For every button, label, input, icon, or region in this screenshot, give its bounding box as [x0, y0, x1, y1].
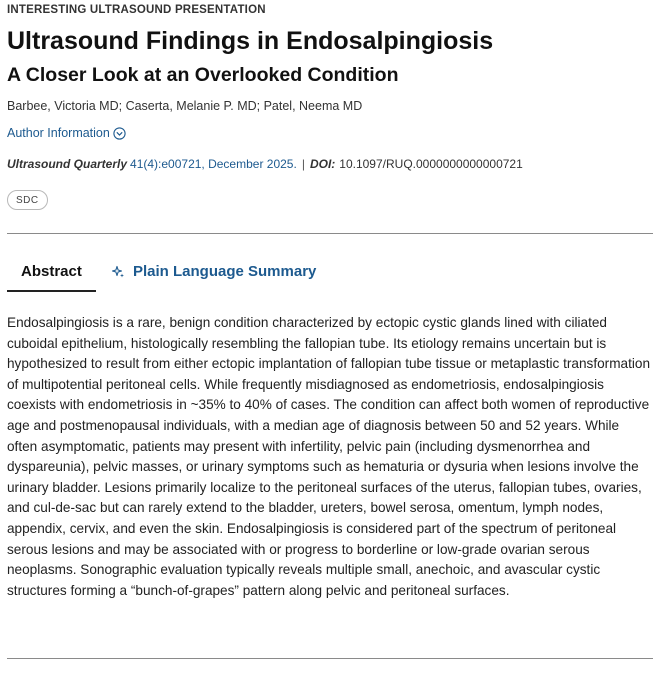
author-list: Barbee, Victoria MD; Caserta, Melanie P. MD; Patel, Neema MD: [7, 99, 363, 113]
doi-value: 10.1097/RUQ.0000000000000721: [339, 157, 523, 171]
tab-abstract[interactable]: [7, 259, 96, 292]
sparkle-icon: [111, 265, 125, 279]
sdc-badge[interactable]: SDC: [7, 190, 48, 210]
article-type-label: INTERESTING ULTRASOUND PRESENTATION: [7, 4, 266, 16]
author-information-toggle[interactable]: [7, 126, 126, 140]
article-tabs: [7, 259, 653, 291]
doi-label: DOI:: [309, 157, 336, 171]
volume-issue-link[interactable]: 41(4):e00721, December 2025.: [130, 157, 297, 171]
top-divider: [7, 233, 653, 234]
chevron-down-circle-icon: [113, 127, 126, 140]
abstract-body: Endosalpingiosis is a rare, benign condition characterized by ectopic cystic glands lined with ciliated cuboidal epithelium, histologically resembling the fallopian tube. Its etiology remains uncertain but is hypothesized to result from either ectopic implantation of fallopian tube tissue or metaplastic transformation of multipotential peritoneal cells. While frequently misdiagnosed as endometriosis, endosalpingiosis coexists with endometriosis in ~35% to 40% of cases. The condition can affect both women of reproductive age and postmenopausal individuals, with a median age of diagnosis between 50 and 52 years. While often asymptomatic, patients may present with infertility, pelvic pain (including dysmenorrhea and dyspareunia), pelvic masses, or urinary symptoms such as hematuria or dysuria when lesions involve the urinary bladder. Lesions primarily localize to the peritoneal surfaces of the uterus, fallopian tubes, ovaries, and cul-de-sac but can rarely extend to the bladder, ureters, bowel serosa, omentum, lymph nodes, appendix, cervix, and even the skin. Endosalpingiosis is considered part of the spectrum of peritoneal serous lesions and may be associated with or progress to borderline or low-grade ovarian serous neoplasms. Sonographic evaluation typically reveals multiple small, anechoic, and avascular cystic structures forming a “bunch-of-grapes” pattern along pelvic and peritoneal surfaces.: [7, 315, 651, 598]
tab-plain-language-summary-label: Plain Language Summary: [133, 263, 317, 280]
author-information-label: Author Information: [7, 126, 110, 140]
citation-separator: |: [301, 157, 305, 171]
tab-abstract-label: Abstract: [21, 263, 82, 280]
article-subtitle: A Closer Look at an Overlooked Condition: [7, 64, 399, 86]
tab-plain-language-summary[interactable]: [111, 259, 316, 290]
citation-line: [7, 157, 523, 171]
journal-name: Ultrasound Quarterly: [7, 157, 128, 171]
bottom-divider: [7, 658, 653, 659]
article-title: Ultrasound Findings in Endosalpingiosis: [7, 27, 494, 55]
